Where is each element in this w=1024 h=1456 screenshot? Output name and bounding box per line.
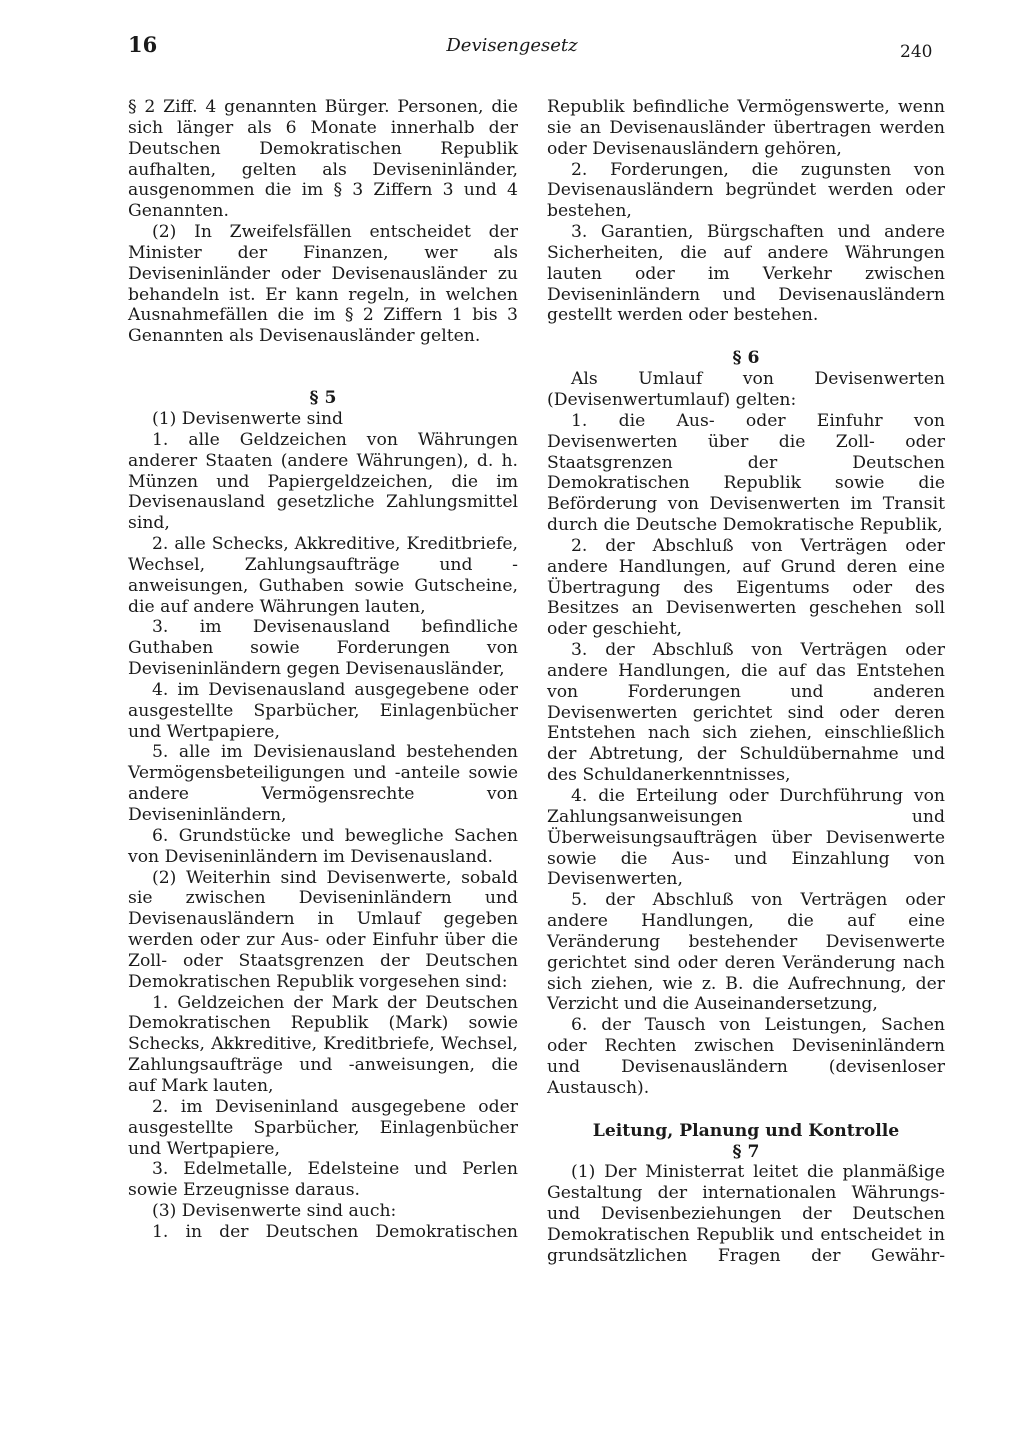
list-item: 4. im Devisenausland ausgegebene oder ausgestellte Sparbücher, Einlagenbücher und Wertpapiere, [128, 679, 518, 742]
page-number-left: 16 [128, 32, 158, 57]
list-item: 3. im Devisenausland befindliche Guthaben sowie Forderungen von Deviseninländern gegen Devisenausländer, [128, 617, 518, 680]
list-item: 1. alle Geldzeichen von Währungen anderer Staaten (andere Währungen), d. h. Münzen und Papiergeldzeichen, die im Devisenausland gesetzliche Zahlungsmittel sind, [128, 429, 518, 534]
list-item: 3. der Abschluß von Verträgen oder andere Handlungen, die auf das Entstehen von Forderungen und anderen Devisenwerten gerichtet sind oder deren Entstehen nach sich ziehen, einschließlich der Abtretung, der Schuldübernahme und des Schuldanerkenntnisses, [547, 640, 945, 786]
list-item: 5. der Abschluß von Verträgen oder andere Handlungen, die auf eine Veränderung bestehender Devisenwerte gerichtet sind oder deren Veränderung nach sich ziehen, wie z. B. die Aufrechnung, der Verzicht und die Auseinandersetzung, [547, 890, 945, 1015]
list-item: 4. die Erteilung oder Durchführung von Zahlungsanweisungen und Überweisungsaufträgen über Devisenwerte sowie die Aus- und Einzahlung von Devisenwerten, [547, 786, 945, 890]
page-number-right: 240 [900, 42, 933, 62]
right-column [547, 97, 945, 1267]
paragraph: (3) Devisenwerte sind auch: [152, 1201, 397, 1222]
section-heading: § 5 [309, 388, 337, 409]
paragraph: (1) Devisenwerte sind [152, 408, 344, 429]
paragraph: (2) Weiterhin sind Devisenwerte, sobald sie zwischen Deviseninländern und Devisenausländern in Umlauf gegeben werden oder zur Aus- oder Einfuhr über die Zoll- oder Staatsgrenzen der Deutschen Demokratischen Republik vorgesehen sind: [128, 867, 518, 992]
list-item: 1. in der Deutschen Demokratischen [152, 1221, 518, 1242]
paragraph: § 2 Ziff. 4 genannten Bürger. Personen, die sich länger als 6 Monate innerhalb der Deutschen Demokratischen Republik aufhalten, gelten als Deviseninländer, ausgenommen die im § 3 Ziffern 3 und 4 Genannten. [128, 97, 518, 222]
running-title: Devisengesetz [446, 35, 578, 56]
list-item: 6. Grundstücke und bewegliche Sachen von Deviseninländern im Devisenausland. [128, 825, 518, 867]
list-item: 2. der Abschluß von Verträgen oder andere Handlungen, auf Grund deren eine Übertragung des Eigentums oder des Besitzes an Devisenwerten geschehen soll oder geschieht, [547, 535, 945, 640]
list-item: 6. der Tausch von Leistungen, Sachen oder Rechten zwischen Deviseninländern und Devisenausländern (devisenloser Austausch). [547, 1015, 945, 1098]
list-item: 2. Forderungen, die zugunsten von Devisenausländern begründet werden oder bestehen, [547, 159, 945, 222]
list-item: 5. alle im Devisienausland bestehenden Vermögensbeteiligungen und -anteile sowie andere Vermögensrechte von Deviseninländern, [128, 742, 518, 825]
section-heading: § 7 [732, 1141, 760, 1162]
paragraph: (1) Der Ministerrat leitet die planmäßige Gestaltung der internationalen Währungs- und Devisenbeziehungen der Deutschen Demokratischen Republik und entscheidet in grundsätzlichen Fragen der Gewähr- [547, 1162, 945, 1266]
paragraph: Als Umlauf von Devisenwerten (Devisenwertumlauf) gelten: [547, 369, 945, 410]
section-title: Leitung, Planung und Kontrolle [592, 1120, 900, 1141]
list-item: 3. Edelmetalle, Edelsteine und Perlen sowie Erzeugnisse daraus. [128, 1159, 518, 1201]
paragraph: (2) In Zweifelsfällen entscheidet der Minister der Finanzen, wer als Deviseninländer oder Devisenausländer zu behandeln ist. Er kann regeln, in welchen Ausnahmefällen die im § 2 Ziffern 1 bis 3 Genannten als Devisenausländer gelten. [128, 222, 518, 347]
paragraph: Republik befindliche Vermögenswerte, wenn sie an Devisenausländer übertragen werden oder Devisenausländern gehören, [547, 97, 945, 159]
list-item: 2. im Deviseninland ausgegebene oder ausgestellte Sparbücher, Einlagenbücher und Wertpapiere, [128, 1096, 518, 1159]
list-item: 1. Geldzeichen der Mark der Deutschen Demokratischen Republik (Mark) sowie Schecks, Akkreditive, Kreditbriefe, Wechsel, Zahlungsaufträge und -anweisungen, die auf Mark lauten, [128, 992, 518, 1096]
list-item: 3. Garantien, Bürgschaften und andere Sicherheiten, die auf andere Währungen lauten oder im Verkehr zwischen Deviseninländern und Devisenausländern gestellt werden oder bestehen. [547, 222, 945, 326]
list-item: 2. alle Schecks, Akkreditive, Kreditbriefe, Wechsel, Zahlungsaufträge und -anweisungen, Guthaben sowie Gutscheine, die auf andere Währungen lauten, [128, 534, 518, 617]
section-heading: § 6 [732, 348, 760, 369]
left-column [128, 97, 518, 1243]
list-item: 1. die Aus- oder Einfuhr von Devisenwerten über die Zoll- oder Staatsgrenzen der Deutschen Demokratischen Republik sowie die Beförderung von Devisenwerten im Transit durch die Deutsche Demokratische Republik, [547, 410, 945, 536]
